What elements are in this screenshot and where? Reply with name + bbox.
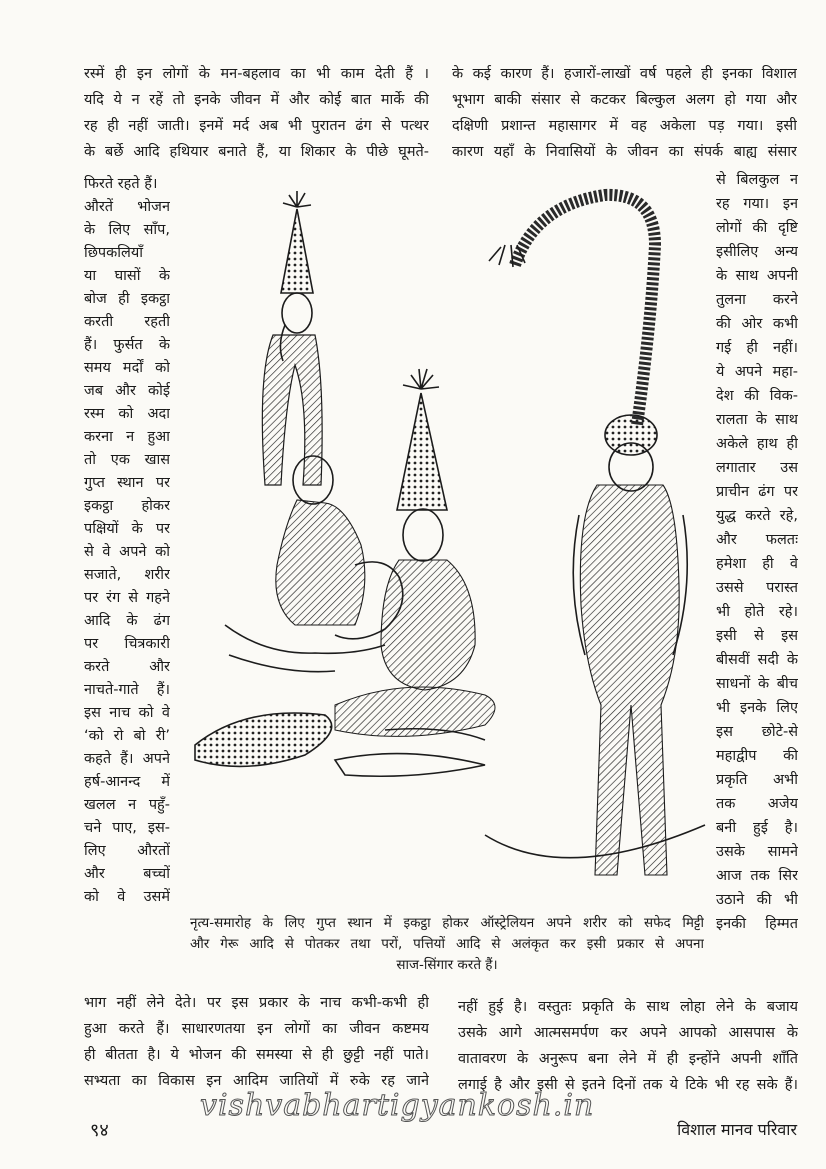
text-line: दक्षिणी प्रशान्त महासागर में वह अकेला पड़ गया। इसी — [452, 118, 797, 134]
text-line: चने पाए, इस- — [84, 820, 170, 836]
watermark: vishvabhartigyankosh.in — [200, 1088, 595, 1123]
text-line: ‘को रो बो री’ — [84, 728, 170, 744]
text-line: रस्म को अदा — [84, 406, 170, 422]
text-line: कहते हैं। अपने — [84, 751, 170, 767]
text-line: पर चित्रकारी — [84, 636, 170, 652]
caption-line: और गेरू आदि से पोतकर तथा परों, पत्तियों आदि से अलंकृत कर इसी प्रकार से अपना — [190, 936, 704, 952]
text-line: बनी हुई है। — [716, 820, 798, 836]
text-line: तक अजेय — [716, 796, 798, 812]
caption-line: साज-सिंगार करते हैं। — [396, 957, 498, 973]
text-line: के कई कारण हैं। हजारों-लाखों वर्ष पहले ही इनका विशाल — [452, 66, 797, 82]
text-line: हमेशा ही वे — [716, 556, 798, 572]
text-line: उसके सामने — [716, 844, 798, 860]
text-line: रह गया। इन — [716, 196, 798, 212]
text-line: गुप्त स्थान पर — [84, 475, 170, 491]
text-line: ही बीतता है। ये भोजन की समस्या से ही छुट्टी नहीं पाते। — [84, 1047, 429, 1063]
text-line: या घासों के — [84, 268, 170, 284]
text-line: पक्षियों के पर — [84, 521, 170, 537]
text-line: को वे उसमें — [84, 889, 170, 905]
text-line: वातावरण के अनुरूप बना लेने में ही इन्होंने अपनी शाँति — [458, 1051, 798, 1067]
text-line: भी होते रहे। — [716, 604, 798, 620]
text-line: पर रंग से गहने — [84, 590, 170, 606]
text-line: लोगों की दृष्टि — [716, 220, 798, 236]
text-line: आदि के ढंग — [84, 613, 170, 629]
text-line: यदि ये न रहें तो इनके जीवन में और कोई बात मार्के की — [84, 92, 429, 108]
text-line: सभ्यता का विकास इन आदिम जातियों में रुके रह जाने — [84, 1073, 429, 1089]
text-line: ये अपने महा- — [716, 364, 798, 380]
text-line: बीसवीं सदी के — [716, 652, 798, 668]
text-line: इसीलिए अन्य — [716, 244, 798, 260]
text-line: रस्में ही इन लोगों के मन-बहलाव का भी काम देती हैं । — [84, 66, 429, 82]
text-line: आज तक सिर — [716, 868, 798, 884]
text-line: समय मर्दों को — [84, 360, 170, 376]
text-line: फिरते रहते हैं। — [84, 176, 158, 192]
text-line: और बच्चों — [84, 866, 170, 882]
text-line: करते और — [84, 659, 170, 675]
text-line: बोज ही इकट्ठा — [84, 291, 170, 307]
text-line: गई ही नहीं। — [716, 340, 798, 356]
text-line: रह ही नहीं जाती। इनमें मर्द अब भी पुरातन ढंग से पत्थर — [84, 118, 429, 134]
text-line: अकेले हाथ ही — [716, 436, 798, 452]
text-line: से बिलकुल न — [716, 172, 798, 188]
text-line: साधनों के बीच — [716, 676, 798, 692]
text-line: औरतें भोजन — [84, 199, 170, 215]
caption-line: नृत्य-समारोह के लिए गुप्त स्थान में इकट्ठा होकर ऑस्ट्रेलियन अपने शरीर को सफेद मिट्टी — [190, 915, 704, 931]
text-line: उसके आगे आत्मसमर्पण कर अपने आपको आसपास के — [458, 1025, 798, 1041]
text-line: हर्ष-आनन्द में — [84, 774, 170, 790]
text-line: नहीं हुई है। वस्तुतः प्रकृति के साथ लोहा लेने के बजाय — [458, 999, 798, 1015]
text-line: युद्ध करते रहे, — [716, 508, 798, 524]
text-line: छिपकलियाँ — [84, 245, 144, 261]
text-line: भी इनके लिए — [716, 700, 798, 716]
text-line: खलल न पहुँ- — [84, 797, 170, 813]
text-line: महाद्वीप की — [716, 748, 798, 764]
text-line: इस नाच को वे — [84, 705, 170, 721]
text-line: इसी से इस — [716, 628, 798, 644]
text-line: लगाई है और इसी से इतने दिनों तक ये टिके भी रह सके हैं। — [458, 1077, 798, 1093]
text-line: नाचते-गाते हैं। — [84, 682, 170, 698]
text-line: लगातार उस — [716, 460, 798, 476]
text-line: हुआ करते हैं। साधारणतया इन लोगों का जीवन कष्टमय — [84, 1021, 429, 1037]
text-line: तो एक खास — [84, 452, 170, 468]
text-line: हैं। फुर्सत के — [84, 337, 170, 353]
text-line: उठाने की भी — [716, 892, 798, 908]
text-line: इस छोटे-से — [716, 724, 798, 740]
text-line: के बर्छे आदि हथियार बनाते हैं, या शिकार के पीछे घूमते- — [84, 144, 429, 160]
page-number: ९४ — [90, 1120, 109, 1141]
text-line: लिए औरतों — [84, 843, 170, 859]
text-line: की ओर कभी — [716, 316, 798, 332]
text-line: देश की विक- — [716, 388, 798, 404]
text-line: तुलना करने — [716, 292, 798, 308]
text-line: से वे अपने को — [84, 544, 170, 560]
text-line: के लिए साँप, — [84, 222, 170, 238]
text-line: के साथ अपनी — [716, 268, 798, 284]
text-line: और फलतः — [716, 532, 798, 548]
text-line: जब और कोई — [84, 383, 170, 399]
text-line: उससे परास्त — [716, 580, 798, 596]
text-line: प्राचीन ढंग पर — [716, 484, 798, 500]
text-line: भूभाग बाकी संसार से कटकर बिल्कुल अलग हो गया और — [452, 92, 797, 108]
text-line: इकट्ठा होकर — [84, 498, 170, 514]
text-line: करती रहती — [84, 314, 170, 330]
text-line: प्रकृति अभी — [716, 772, 798, 788]
text-line: सजाते, शरीर — [84, 567, 170, 583]
running-title: विशाल मानव परिवार — [677, 1120, 797, 1139]
text-line: इनकी हिम्मत — [716, 916, 798, 932]
illustration-aboriginal-ceremony — [185, 185, 725, 900]
text-line: रालता के साथ — [716, 412, 798, 428]
text-line: भाग नहीं लेने देते। पर इस प्रकार के नाच कभी-कभी ही — [84, 995, 429, 1011]
text-line: कारण यहाँ के निवासियों के जीवन का संपर्क बाह्य संसार — [452, 144, 797, 160]
text-line: करना न हुआ — [84, 429, 170, 445]
